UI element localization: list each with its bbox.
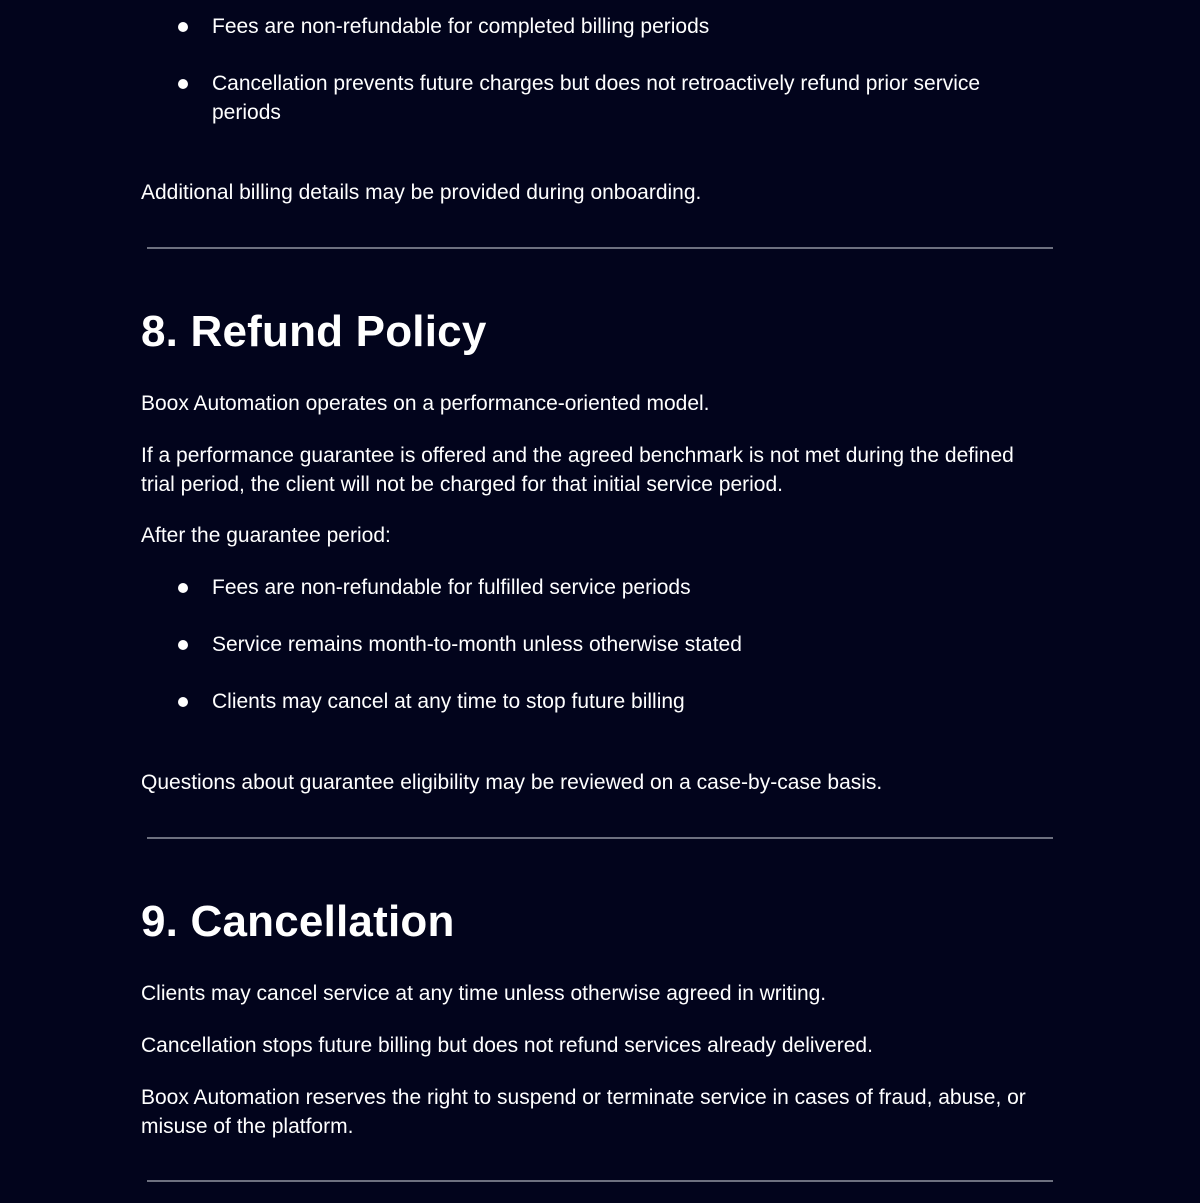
cancellation-paragraph-3: Boox Automation reserves the right to suspend or terminate service in cases of fraud, abuse, or misuse of the platform. bbox=[141, 1086, 1026, 1138]
section-divider bbox=[147, 1180, 1053, 1182]
list-item bbox=[141, 69, 1041, 127]
list-item-text: Fees are non-refundable for fulfilled service periods bbox=[212, 576, 691, 599]
refund-note: Questions about guarantee eligibility may be reviewed on a case-by-case basis. bbox=[141, 771, 883, 794]
bullet-icon bbox=[178, 22, 188, 32]
section-heading-refund: 8. Refund Policy bbox=[141, 307, 487, 356]
list-item bbox=[141, 630, 1041, 659]
refund-bullet-2 bbox=[141, 630, 1041, 659]
cancellation-paragraph-1: Clients may cancel service at any time unless otherwise agreed in writing. bbox=[141, 982, 827, 1005]
section-heading-cancellation: 9. Cancellation bbox=[141, 897, 455, 946]
list-item-text: Clients may cancel at any time to stop future billing bbox=[212, 690, 685, 713]
bullet-icon bbox=[178, 640, 188, 650]
list-item bbox=[141, 12, 1041, 41]
refund-paragraph-3: After the guarantee period: bbox=[141, 524, 391, 547]
list-item bbox=[141, 573, 1041, 602]
list-item-text: Fees are non-refundable for completed billing periods bbox=[212, 15, 710, 38]
list-item bbox=[141, 687, 1041, 716]
refund-bullet-3 bbox=[141, 687, 1041, 716]
refund-paragraph-2: If a performance guarantee is offered and the agreed benchmark is not met during the defined trial period, the client will not be charged for that initial service period. bbox=[141, 444, 1014, 496]
billing-bullet-list bbox=[141, 12, 1041, 41]
bullet-icon bbox=[178, 697, 188, 707]
billing-note: Additional billing details may be provided during onboarding. bbox=[141, 181, 702, 204]
list-item-text: Cancellation prevents future charges but does not retroactively refund prior service periods bbox=[212, 72, 981, 124]
section-divider bbox=[147, 247, 1053, 249]
list-item-text: Service remains month-to-month unless otherwise stated bbox=[212, 633, 742, 656]
refund-bullet-1 bbox=[141, 573, 1041, 602]
cancellation-paragraph-2: Cancellation stops future billing but does not refund services already delivered. bbox=[141, 1034, 873, 1057]
bullet-icon bbox=[178, 583, 188, 593]
section-divider bbox=[147, 837, 1053, 839]
bullet-icon bbox=[178, 79, 188, 89]
refund-paragraph-1: Boox Automation operates on a performance-oriented model. bbox=[141, 392, 710, 415]
billing-bullet-list-2 bbox=[141, 69, 1041, 127]
